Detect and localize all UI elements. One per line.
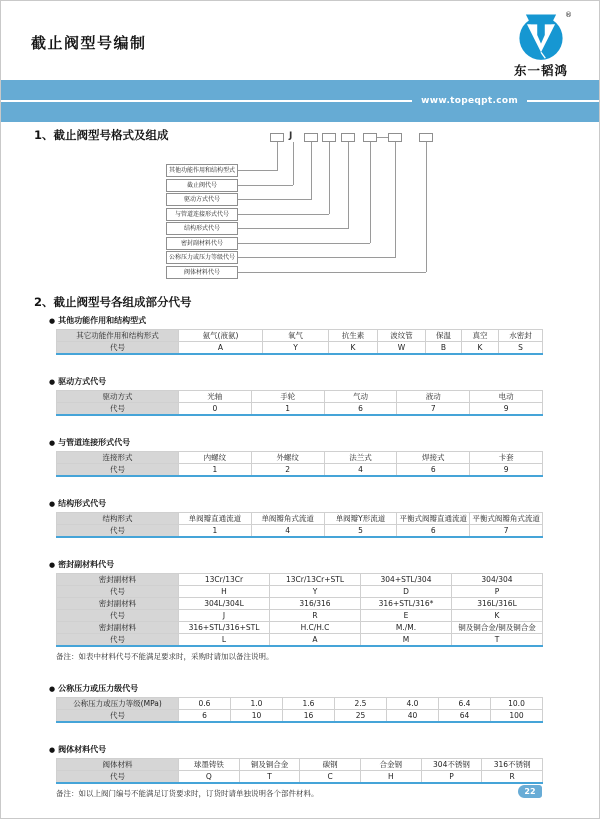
code-cell: 25: [335, 710, 387, 723]
table-row: [57, 759, 543, 771]
code-cell: C: [300, 771, 361, 784]
code-cell: D: [361, 586, 452, 598]
code-cell: P: [421, 771, 482, 784]
table-group: [1, 684, 599, 723]
code-table: [56, 329, 543, 355]
row-label: 代号: [57, 610, 179, 622]
code-cell: 电动: [470, 391, 543, 403]
brand-logo: [497, 10, 585, 79]
diagram-label: 截止阀代号: [166, 179, 238, 192]
code-table: [56, 758, 543, 784]
valve-code-letter: J: [289, 131, 293, 141]
table-title: 其他功能作用和结构型式: [58, 316, 147, 325]
code-cell: 6: [397, 525, 470, 538]
code-cell: 10.0: [491, 698, 543, 710]
code-cell: S: [499, 342, 543, 355]
table-bullet-heading: [49, 684, 599, 694]
bullet-icon: ●: [49, 317, 56, 325]
code-cell: 气动: [324, 391, 397, 403]
code-cell: 氨气(液氨): [179, 330, 263, 342]
table-row: [57, 464, 543, 477]
table-row: [57, 342, 543, 355]
table-row: [57, 525, 543, 538]
code-cell: 1: [179, 464, 252, 477]
table-row: [57, 698, 543, 710]
code-cell: B: [426, 342, 462, 355]
code-cell: 单阀瓣Y形流道: [324, 513, 397, 525]
code-box: [304, 133, 318, 142]
code-cell: 304/304: [452, 574, 543, 586]
code-cell: 单阀瓣角式流道: [251, 513, 324, 525]
row-label: 连接形式: [57, 452, 179, 464]
code-cell: 碳钢: [300, 759, 361, 771]
bullet-icon: ●: [49, 561, 56, 569]
connector-line: [329, 142, 330, 214]
code-cell: 304不锈钢: [421, 759, 482, 771]
code-cell: Y: [270, 586, 361, 598]
table-row: [57, 598, 543, 610]
table-title: 结构形式代号: [58, 499, 107, 508]
code-cell: M./M.: [361, 622, 452, 634]
table-row: [57, 622, 543, 634]
page-number: 22: [524, 787, 536, 796]
row-label: 驱动方式: [57, 391, 179, 403]
code-cell: 4: [324, 464, 397, 477]
row-label: 代号: [57, 634, 179, 647]
code-cell: 4: [251, 525, 324, 538]
connector-dash: [377, 137, 388, 138]
code-box: [388, 133, 402, 142]
code-cell: 7: [470, 525, 543, 538]
code-cell: 卡套: [470, 452, 543, 464]
valve-logo-icon: [514, 10, 568, 60]
code-cell: 0: [179, 403, 252, 416]
code-cell: 水密封: [499, 330, 543, 342]
table-group: [1, 560, 599, 662]
table-row: [57, 391, 543, 403]
diagram-label: 与管道连接形式代号: [166, 208, 238, 221]
table-bullet-heading: [49, 316, 599, 326]
code-cell: 316+STL/316+STL: [179, 622, 270, 634]
code-cell: 2: [251, 464, 324, 477]
code-cell: 304L/304L: [179, 598, 270, 610]
row-label: 代号: [57, 771, 179, 784]
row-label: 代号: [57, 342, 179, 355]
code-cell: 法兰式: [324, 452, 397, 464]
top-banner: [1, 80, 599, 122]
row-label: 代号: [57, 464, 179, 477]
code-table: [56, 451, 543, 477]
code-cell: L: [179, 634, 270, 647]
code-cell: 6: [397, 464, 470, 477]
code-cell: K: [452, 610, 543, 622]
row-label: 代号: [57, 403, 179, 416]
code-cell: T: [239, 771, 300, 784]
code-cell: 液动: [397, 391, 470, 403]
table-row: [57, 403, 543, 416]
code-cell: R: [270, 610, 361, 622]
table-bullet-heading: [49, 745, 599, 755]
table-row: [57, 610, 543, 622]
table-group: [1, 745, 599, 799]
table-group: [1, 438, 599, 477]
table-row: [57, 771, 543, 784]
code-cell: K: [462, 342, 499, 355]
connector-line: [426, 142, 427, 272]
connector-line: [238, 257, 395, 258]
code-cell: E: [361, 610, 452, 622]
connector-line: [238, 272, 426, 273]
code-box: [270, 133, 284, 142]
bullet-icon: ●: [49, 500, 56, 508]
connector-line: [311, 142, 312, 200]
row-label: 密封副材料: [57, 574, 179, 586]
row-label: 密封副材料: [57, 622, 179, 634]
code-cell: R: [482, 771, 543, 784]
connector-line: [238, 199, 311, 200]
code-cell: 抗生素: [329, 330, 378, 342]
diagram-label: 结构形式代号: [166, 222, 238, 235]
code-cell: 真空: [462, 330, 499, 342]
bullet-icon: ●: [49, 439, 56, 447]
table-row: [57, 574, 543, 586]
section2-heading: 2、截止阀型号各组成部分代号: [34, 295, 192, 309]
code-cell: 球墨铸铁: [179, 759, 240, 771]
bullet-icon: ●: [49, 746, 56, 754]
table-group: [1, 316, 599, 355]
section1-heading: 1、截止阀型号格式及组成: [34, 128, 169, 142]
connector-line: [238, 214, 329, 215]
connector-line: [348, 142, 349, 229]
code-cell: 合金钢: [360, 759, 421, 771]
code-table: [56, 512, 543, 538]
code-cell: 13Cr/13Cr+STL: [270, 574, 361, 586]
code-cell: 1.6: [283, 698, 335, 710]
table-bullet-heading: [49, 377, 599, 387]
bullet-icon: ●: [49, 685, 56, 693]
code-cell: M: [361, 634, 452, 647]
code-cell: 6: [179, 710, 231, 723]
table-group: [1, 499, 599, 538]
table-note: 备注：如以上阀门编号不能满足订货要求时，订货时请单独说明各个部件材料。: [56, 789, 319, 798]
code-cell: 316+STL/316*: [361, 598, 452, 610]
code-cell: 1.0: [231, 698, 283, 710]
code-cell: 64: [439, 710, 491, 723]
row-label: 代号: [57, 710, 179, 723]
code-cell: 6.4: [439, 698, 491, 710]
code-cell: 40: [387, 710, 439, 723]
registered-mark-icon: ®: [565, 11, 572, 19]
table-title: 与管道连接形式代号: [58, 438, 131, 447]
code-table: [56, 390, 543, 416]
code-cell: 0.6: [179, 698, 231, 710]
code-cell: 光轴: [179, 391, 252, 403]
website-url: www.topeqpt.com: [421, 96, 518, 106]
model-format-section: [1, 122, 599, 290]
table-row: [57, 513, 543, 525]
code-cell: 13Cr/13Cr: [179, 574, 270, 586]
connector-line: [238, 243, 370, 244]
code-cell: 内螺纹: [179, 452, 252, 464]
banner-line-left: [1, 100, 412, 102]
code-cell: 1: [179, 525, 252, 538]
code-cell: 外螺纹: [251, 452, 324, 464]
table-row: [57, 330, 543, 342]
code-cell: H: [360, 771, 421, 784]
code-cell: 10: [231, 710, 283, 723]
code-cell: 手轮: [251, 391, 324, 403]
code-cell: Q: [179, 771, 240, 784]
code-cell: P: [452, 586, 543, 598]
code-cell: 平衡式阀瓣直通流道: [397, 513, 470, 525]
connector-line: [277, 142, 278, 171]
diagram-label: 阀体材料代号: [166, 266, 238, 279]
code-cell: 单阀瓣直通流道: [179, 513, 252, 525]
code-cell: 304+STL/304: [361, 574, 452, 586]
code-cell: A: [270, 634, 361, 647]
code-box: [363, 133, 377, 142]
code-cell: 焊接式: [397, 452, 470, 464]
banner-line-right: [527, 100, 599, 102]
code-cell: 波纹管: [378, 330, 426, 342]
diagram-label: 驱动方式代号: [166, 193, 238, 206]
code-cell: 16: [283, 710, 335, 723]
code-cell: 5: [324, 525, 397, 538]
code-cell: 保温: [426, 330, 462, 342]
connector-line: [370, 142, 371, 243]
connector-line: [238, 170, 277, 171]
code-cell: 氧气: [263, 330, 329, 342]
page-number-badge: [518, 785, 542, 798]
code-cell: 316/316: [270, 598, 361, 610]
table-row: [57, 452, 543, 464]
row-label: 公称压力或压力等级(MPa): [57, 698, 179, 710]
connector-line: [293, 142, 294, 185]
table-title: 公称压力或压力级代号: [58, 684, 139, 693]
row-label: 密封副材料: [57, 598, 179, 610]
page-title: 截止阀型号编制: [31, 34, 147, 52]
code-cell: H.C/H.C: [270, 622, 361, 634]
row-label: 代号: [57, 525, 179, 538]
diagram-label: 其他功能作用和结构型式: [166, 164, 238, 177]
code-cell: Y: [263, 342, 329, 355]
code-cell: 9: [470, 403, 543, 416]
code-cell: 2.5: [335, 698, 387, 710]
header: [1, 1, 599, 80]
table-bullet-heading: [49, 560, 599, 570]
row-label: 代号: [57, 586, 179, 598]
connector-line: [238, 228, 348, 229]
code-table: [56, 697, 543, 723]
code-cell: K: [329, 342, 378, 355]
code-cell: 7: [397, 403, 470, 416]
table-row: [57, 586, 543, 598]
table-title: 阀体材料代号: [58, 745, 107, 754]
table-bullet-heading: [49, 438, 599, 448]
connector-line: [395, 142, 396, 258]
code-cell: 平衡式阀瓣角式流道: [470, 513, 543, 525]
row-label: 其它功能作用和结构形式: [57, 330, 179, 342]
table-row: [57, 634, 543, 647]
table-title: 驱动方式代号: [58, 377, 107, 386]
table-title: 密封副材料代号: [58, 560, 115, 569]
code-cell: 316L/316L: [452, 598, 543, 610]
code-box: [322, 133, 336, 142]
code-cell: J: [179, 610, 270, 622]
code-cell: A: [179, 342, 263, 355]
code-table: [56, 573, 543, 647]
bullet-icon: ●: [49, 378, 56, 386]
table-note: 备注：如表中材料代号不能满足要求时，采购时请加以备注说明。: [56, 652, 274, 661]
code-tables: [1, 316, 599, 799]
brand-name: 东一韬鸿: [513, 63, 568, 78]
code-box: [341, 133, 355, 142]
code-cell: 100: [491, 710, 543, 723]
diagram-label: 公称压力或压力等级代号: [166, 251, 238, 264]
code-box: [419, 133, 433, 142]
code-cell: H: [179, 586, 270, 598]
code-cell: 1: [251, 403, 324, 416]
code-cell: 316不锈钢: [482, 759, 543, 771]
connector-line: [238, 185, 293, 186]
code-cell: T: [452, 634, 543, 647]
table-row: [57, 710, 543, 723]
code-cell: W: [378, 342, 426, 355]
table-group: [1, 377, 599, 416]
code-cell: 4.0: [387, 698, 439, 710]
code-cell: 铜及铜合金: [239, 759, 300, 771]
code-cell: 9: [470, 464, 543, 477]
code-cell: 铜及铜合金/铜及铜合金: [452, 622, 543, 634]
diagram-label: 密封副材料代号: [166, 237, 238, 250]
row-label: 阀体材料: [57, 759, 179, 771]
code-cell: 6: [324, 403, 397, 416]
table-bullet-heading: [49, 499, 599, 509]
row-label: 结构形式: [57, 513, 179, 525]
